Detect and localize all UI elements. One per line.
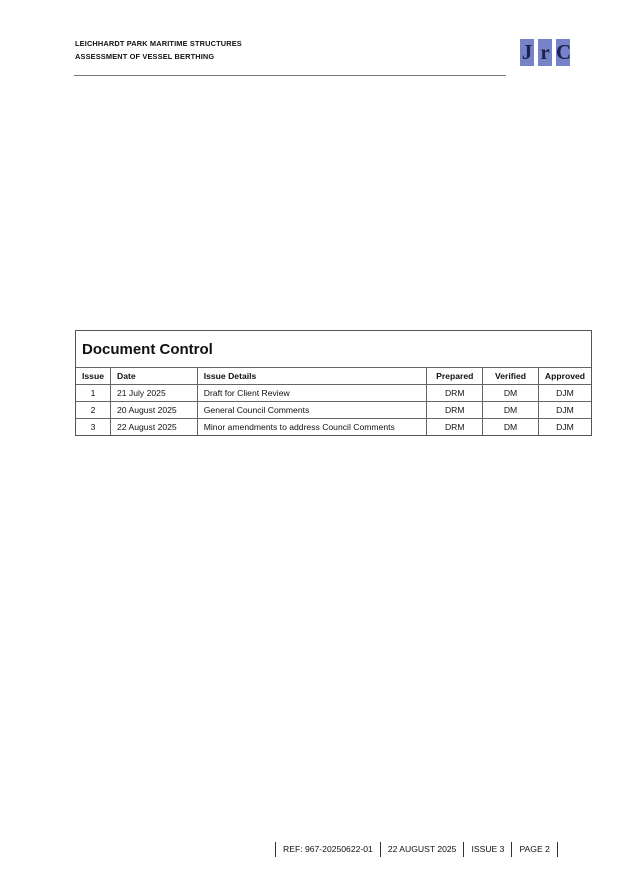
document-control-panel (75, 330, 592, 436)
project-title: LEICHHARDT PARK MARITIME STRUCTURES (75, 39, 242, 48)
column-header-issue-details: Issue Details (197, 368, 427, 385)
date-cell: 21 July 2025 (110, 385, 197, 402)
column-header-prepared: Prepared (427, 368, 483, 385)
issue-cell: 3 (76, 419, 110, 436)
approved-cell: DJM (538, 385, 591, 402)
footer-date: 22 AUGUST 2025 (387, 844, 457, 854)
date-cell: 22 August 2025 (110, 419, 197, 436)
approved-cell: DJM (538, 419, 591, 436)
document-control-table (76, 367, 591, 435)
table-row (76, 402, 591, 419)
prepared-cell: DRM (427, 385, 483, 402)
logo-letter-j: J (521, 40, 533, 64)
table-row (76, 385, 591, 402)
footer-issue: ISSUE 3 (471, 844, 505, 854)
logo-letter-r: r (538, 39, 552, 66)
verified-cell: DM (483, 385, 539, 402)
verified-cell: DM (483, 402, 539, 419)
column-header-issue: Issue (76, 368, 110, 385)
document-control-title: Document Control (82, 341, 213, 358)
table-row (76, 419, 591, 436)
column-header-verified: Verified (483, 368, 539, 385)
issue-details-cell: Minor amendments to address Council Comments (197, 419, 427, 436)
table-header-row (76, 368, 591, 385)
footer-page-number: PAGE 2 (519, 844, 550, 854)
column-header-date: Date (110, 368, 197, 385)
issue-details-cell: General Council Comments (197, 402, 427, 419)
prepared-cell: DRM (427, 402, 483, 419)
verified-cell: DM (483, 419, 539, 436)
column-header-approved: Approved (538, 368, 591, 385)
issue-cell: 2 (76, 402, 110, 419)
document-header (75, 38, 242, 63)
prepared-cell: DRM (427, 419, 483, 436)
page-footer (275, 841, 558, 857)
date-cell: 20 August 2025 (110, 402, 197, 419)
report-title: ASSESSMENT OF VESSEL BERTHING (75, 51, 215, 61)
footer-reference: REF: 967-20250622-01 (283, 844, 373, 854)
approved-cell: DJM (538, 402, 591, 419)
footer-divider (557, 842, 558, 857)
issue-cell: 1 (76, 385, 110, 402)
issue-details-cell: Draft for Client Review (197, 385, 427, 402)
header-divider (74, 75, 506, 76)
logo-letter-c: C (556, 40, 572, 64)
company-logo (520, 39, 570, 66)
